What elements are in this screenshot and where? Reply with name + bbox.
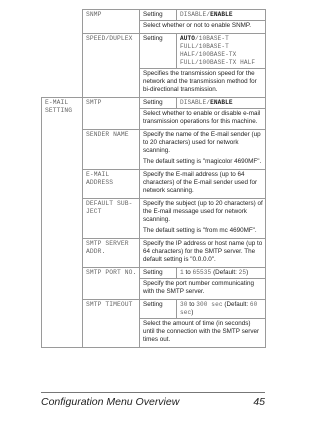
setting-option: 300 sec <box>196 301 223 308</box>
item-name: SENDER NAME <box>83 130 140 170</box>
setting-option: 1 <box>180 269 184 276</box>
item-name: SMTP TIMEOUT <box>83 300 140 348</box>
setting-option: / <box>206 99 211 106</box>
setting-option: 60 sec <box>180 301 258 316</box>
setting-option: 65535 <box>192 269 212 276</box>
setting-option: ENABLE <box>210 11 233 18</box>
description-text: Specify the subject (up to 20 characters) of the E-mail message used for network scanning. <box>143 200 263 223</box>
item-description <box>140 239 266 268</box>
item-name: DEFAULT SUB-JECT <box>83 199 140 239</box>
footer-title: Configuration Menu Overview <box>41 396 180 408</box>
description-text: Select the amount of time (in seconds) until the connection with the SMTP server times out. <box>143 320 260 343</box>
setting-value <box>177 10 266 21</box>
description-text: Select whether to enable or disable e-mail transmission operations for this machine. <box>143 110 261 125</box>
setting-value <box>177 98 266 109</box>
description-text: Specify the port number communicating with the SMTP server. <box>143 280 254 295</box>
setting-option: / <box>206 11 211 18</box>
setting-label: Setting <box>140 300 177 319</box>
item-description <box>140 109 266 130</box>
setting-option: ) <box>191 309 194 316</box>
item-description <box>140 199 266 239</box>
setting-value <box>177 34 266 69</box>
item-name: SNMP <box>83 10 140 34</box>
setting-label: Setting <box>140 268 177 279</box>
setting-option: 30 <box>180 301 188 308</box>
setting-option: 25 <box>238 269 247 276</box>
item-description <box>140 21 266 34</box>
item-description <box>140 130 266 170</box>
settings-table <box>41 9 266 348</box>
table-row <box>42 34 266 69</box>
description-text: Select whether or not to enable SNMP. <box>143 22 252 29</box>
setting-option: DISABLE <box>180 99 207 106</box>
setting-option: (Default: <box>222 301 250 308</box>
item-name: SPEED/DUPLEX <box>83 34 140 98</box>
setting-label: Setting <box>140 10 177 21</box>
group-cell-empty <box>42 10 83 34</box>
setting-option: to <box>187 301 197 308</box>
description-text: Specify the E-mail address (up to 64 characters) of the E-mail sender used for network scanning. <box>143 171 258 194</box>
setting-option: ) <box>246 269 249 276</box>
setting-option: /10BASE-T FULL/10BASE-T HALF/100BASE-TX FULL/100BASE-TX HALF <box>180 35 256 66</box>
setting-option: (Default: <box>211 269 239 276</box>
page-number: 45 <box>253 396 265 408</box>
item-name: SMTP PORT NO. <box>83 268 140 300</box>
item-description <box>140 170 266 199</box>
table-row <box>42 10 266 21</box>
item-description <box>140 319 266 348</box>
item-description <box>140 69 266 98</box>
setting-option: ENABLE <box>210 99 233 106</box>
setting-option: AUTO <box>180 35 196 42</box>
item-description <box>140 279 266 300</box>
description-text: The default setting is "magicolor 4690MF". <box>143 158 262 165</box>
setting-option: to <box>183 269 193 276</box>
setting-value <box>177 300 266 319</box>
item-name: SMTP SERVER ADDR. <box>83 239 140 268</box>
item-name: SMTP <box>83 98 140 130</box>
table-row <box>42 98 266 109</box>
item-name: E-MAIL ADDRESS <box>83 170 140 199</box>
description-text: Specify the IP address or host name (up to 64 characters) for the SMTP server. The default setting is "0.0.0.0". <box>143 240 263 263</box>
setting-value <box>177 268 266 279</box>
footer-rule <box>41 392 265 393</box>
settings-table-body <box>42 10 266 348</box>
description-text: The default setting is "from mc 4690MF". <box>143 227 257 234</box>
description-text: Specify the name of the E-mail sender (up to 20 characters) used for network scanning. <box>143 131 261 154</box>
group-cell-empty <box>42 34 83 98</box>
setting-option: DISABLE <box>180 11 207 18</box>
setting-label: Setting <box>140 34 177 69</box>
setting-label: Setting <box>140 98 177 109</box>
description-text: Specifies the transmission speed for the network and the transmission method for bi-directional transmission. <box>143 70 257 93</box>
group-label: E-MAIL SETTING <box>42 98 83 348</box>
